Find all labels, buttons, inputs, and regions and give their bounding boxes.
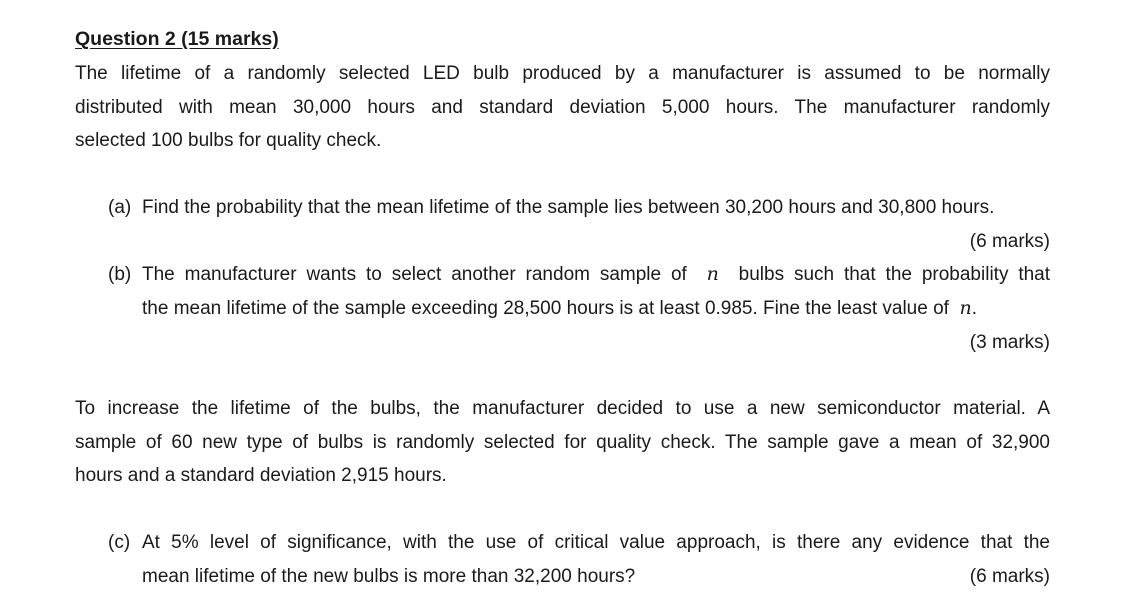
context-line-2: sample of 60 new type of bulbs is randomly selected for quality check. The sample gave a mean of 32,900 xyxy=(75,431,1050,453)
part-b-line-2-pre: the mean lifetime of the sample exceeding 28,500 hours is at least 0.985. Fine the least value of xyxy=(142,297,949,319)
intro-paragraph xyxy=(75,57,1050,158)
part-b-line-2 xyxy=(142,292,1050,326)
context-line-1: To increase the lifetime of the bulbs, the manufacturer decided to use a new semiconductor material. A xyxy=(75,398,1050,419)
part-c-label: (c) xyxy=(108,532,131,553)
part-b-line-1-pre: The manufacturer wants to select another random sample of xyxy=(142,264,687,285)
part-b-line-1-post: bulbs such that the probability that xyxy=(738,264,1051,285)
part-b-label: (b) xyxy=(108,264,132,285)
intro-line-2: distributed with mean 30,000 hours and standard deviation 5,000 hours. The manufacturer randomly xyxy=(75,96,1050,118)
part-a-text xyxy=(142,191,1050,225)
part-b-text xyxy=(142,258,1050,325)
part-a-label: (a) xyxy=(108,197,132,218)
part-a-line-1: Find the probability that the mean lifetime of the sample lies between 30,200 hours and 30,800 hours. xyxy=(142,197,995,218)
part-a-marks: (6 marks) xyxy=(969,231,1050,252)
part-c-marks: (6 marks) xyxy=(969,566,1050,587)
part-b-line-1 xyxy=(142,258,1050,292)
intro-line-3: selected 100 bulbs for quality check. xyxy=(75,130,382,151)
context-line-3: hours and a standard deviation 2,915 hours. xyxy=(75,465,447,486)
part-c-line-1: At 5% level of significance, with the use of critical value approach, is there any evidence that the xyxy=(142,532,1050,553)
variable-n-2: n xyxy=(959,296,972,319)
part-b-line-2-post: . xyxy=(971,297,978,319)
context-paragraph xyxy=(75,392,1050,493)
question-heading: Question 2 (15 marks) xyxy=(75,28,279,50)
part-c-line-2: mean lifetime of the new bulbs is more than 32,200 hours? xyxy=(142,565,636,587)
part-c-text xyxy=(142,526,1050,593)
variable-n: n xyxy=(706,263,719,285)
part-b-marks: (3 marks) xyxy=(969,332,1050,353)
intro-line-1: The lifetime of a randomly selected LED bulb produced by a manufacturer is assumed to be normally xyxy=(75,63,1050,84)
